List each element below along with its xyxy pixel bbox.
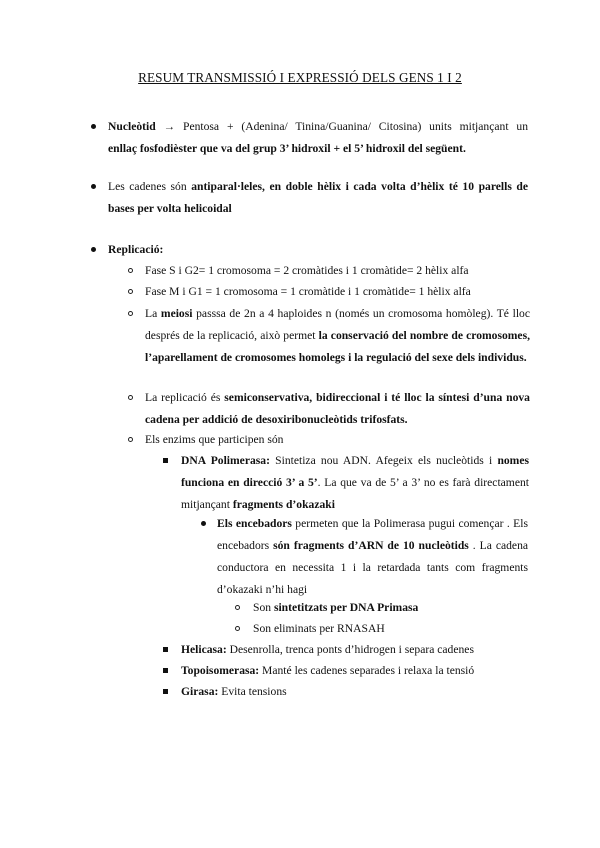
cadenes-bold: antiparal·leles, en doble hèlix i cada volta d’hèlix té 10 parells de bases per volta helicoidal [108,180,528,215]
term-nucleotid: Nucleòtid [108,120,156,133]
paragraph-cadenes [108,176,528,220]
meiosi-term: meiosi [160,307,193,320]
replicacio-label: Replicació: [108,243,164,256]
item-helicasa [181,639,529,661]
dna-pol-bold-b: nomes funciona en direcció 3’ a 5’ [181,454,529,489]
topo-text: Manté les cadenes separades i relaxa la tensió [259,664,475,677]
circle-bullet-icon [128,311,133,316]
sintetitzats-bold: sintetitzats per DNA Primasa [273,601,419,614]
dna-pol-label: DNA Polimerasa: [181,454,270,467]
item-eliminats: Son eliminats per RNASAH [253,622,385,635]
circle-bullet-icon [235,605,240,610]
heading-replicacio [108,239,528,261]
meiosi-text-a: La [145,307,161,320]
dna-pol-bold-d: fragments d’okazaki [232,498,335,511]
bullet-icon [91,247,96,252]
helicasa-label: Helicasa: [181,643,227,656]
sintetitzats-text: Son [253,601,274,614]
girasa-label: Girasa: [181,685,219,698]
item-girasa [181,681,529,703]
paragraph-nucleotid-line2 [108,138,528,160]
encebadors-text-c: . La cadena conductora en necessita 1 i la retardada tants com fragments d’okazaki n’hi hagi [217,539,529,596]
dna-pol-text-c: . La que va de 5’ a 3’ no es farà directament mitjançant [181,476,529,511]
encebadors-bold-b: són fragments d’ARN de 10 nucleòtids [273,539,469,552]
cadenes-text: Les cadenes són [108,180,192,193]
helicasa-text: Desenrolla, trenca ponts d’hidrogen i separa cadenes [226,643,474,656]
item-meiosi [145,303,530,369]
topo-label: Topoisomerasa: [181,664,260,677]
square-bullet-icon [163,647,168,652]
item-encebadors [217,513,528,601]
nucleotid-line1: → Pentosa + (Adenina/ Tinina/Guanina/ Citosina) units mitjançant un [155,120,528,133]
item-semiconservativa [145,387,530,431]
semicons-text: La replicació és [145,391,225,404]
nucleotid-bond: enllaç fosfodièster que va del grup 3’ hidroxil + el 5’ hidroxil del següent. [108,142,466,155]
circle-bullet-icon [128,289,133,294]
item-sintetitzats [253,597,528,619]
circle-bullet-icon [128,437,133,442]
item-enzims: Els enzims que participen són [145,433,284,446]
bullet-icon [91,184,96,189]
bullet-icon [91,124,96,129]
square-bullet-icon [163,458,168,463]
semicons-bold: semiconservativa, bidireccional i té lloc la síntesi d’una nova cadena per addició de desoxiribonucleòtids trifosfats. [145,391,530,426]
dna-pol-text-a: Sintetiza nou ADN. Afegeix els nucleòtids i [269,454,498,467]
item-dna-polimerasa [181,450,529,516]
item-fase-m: Fase M i G1 = 1 cromosoma = 1 cromàtide i 1 cromàtide= 1 hèlix alfa [145,285,471,298]
encebadors-label: Els encebadors [217,517,292,530]
girasa-text: Evita tensions [218,685,287,698]
circle-bullet-icon [235,626,240,631]
circle-bullet-icon [128,268,133,273]
paragraph-nucleotid [108,116,528,138]
page-title: RESUM TRANSMISSIÓ I EXPRESSIÓ DELS GENS 1 I 2 [138,70,462,85]
square-bullet-icon [163,668,168,673]
meiosi-bold-d: la conservació del nombre de cromosomes, l’aparellament de cromosomes homolegs i la regulació del sexe dels individus. [145,329,530,364]
bullet-icon [201,521,206,526]
item-topoisomerasa [181,660,529,682]
circle-bullet-icon [128,395,133,400]
item-fase-s: Fase S i G2= 1 cromosoma = 2 cromàtides i 1 cromàtide= 2 hèlix alfa [145,264,469,277]
meiosi-text-c: passsa de 2n a 4 haploides n (només un cromosoma homòleg). Té lloc després de la replicació, això permet [145,307,530,342]
square-bullet-icon [163,689,168,694]
encebadors-text-a: permeten que la Polimerasa pugui començar . Els encebadors [217,517,528,552]
